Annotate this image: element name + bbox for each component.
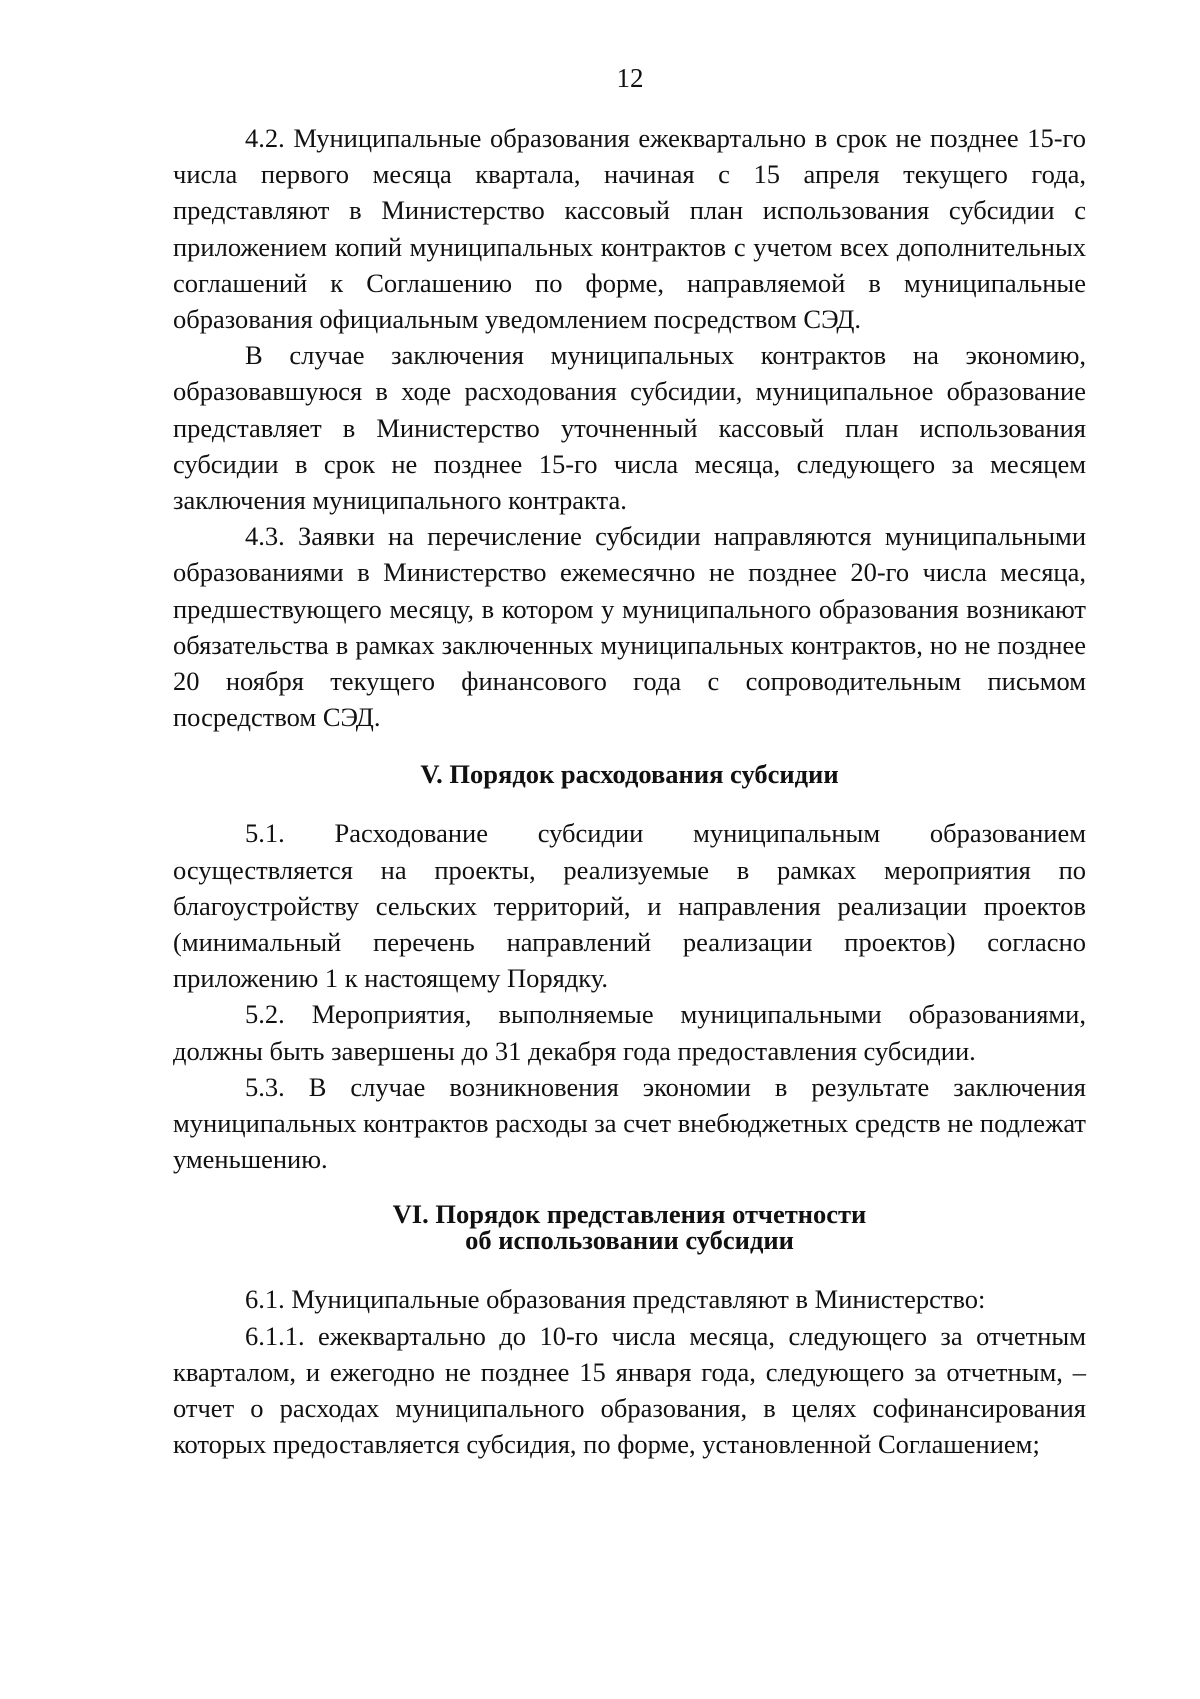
paragraph-6-1: 6.1. Муниципальные образования представляют в Министерство:	[245, 1284, 986, 1315]
section-vi-heading-line-2: об использовании субсидии	[465, 1225, 794, 1256]
paragraph-5-2: 5.2. Мероприятия, выполняемые муниципальными образованиями, должны быть завершены до 31 декабря года предоставления субсидии.	[173, 999, 1086, 1066]
paragraph-5-3: 5.3. В случае возникновения экономии в результате заключения муниципальных контрактов расходы за счет внебюджетных средств не подлежат уменьшению.	[173, 1071, 1086, 1175]
section-vi-heading	[173, 1199, 1086, 1256]
page-number: 12	[616, 63, 644, 93]
paragraph-6-1-1: 6.1.1. ежеквартально до 10-го числа месяца, следующего за отчетным кварталом, и ежегодно не позднее 15 января года, следующего за отчетным, – отчет о расходах муниципального образования, в целях софинансирования которых предоставляется субсидия, по форме, установленной Соглашением;	[173, 1320, 1086, 1460]
paragraph-4-2: 4.2. Муниципальные образования ежеквартально в срок не позднее 15-го числа первого месяца квартала, начиная с 15 апреля текущего года, представляют в Министерство кассовый план использования субсидии с приложением копий муниципальных контрактов с учетом всех дополнительных соглашений к Соглашению по форме, направляемой в муниципальные образования официальным уведомлением посредством СЭД.	[173, 123, 1086, 335]
section-v-heading: V. Порядок расходования субсидии	[420, 759, 839, 790]
document-body	[173, 120, 1086, 1463]
paragraph-4-3: 4.3. Заявки на перечисление субсидии направляются муниципальными образованиями в Министерство ежемесячно не позднее 20-го числа месяца, предшествующего месяцу, в котором у муниципального образования возникают обязательства в рамках заключенных муниципальных контрактов, но не позднее 20 ноября текущего финансового года с сопроводительным письмом посредством СЭД.	[173, 521, 1086, 733]
section-vi-heading-line-1: VI. Порядок представления отчетности	[392, 1199, 867, 1230]
paragraph-5-1: 5.1. Расходование субсидии муниципальным образованием осуществляется на проекты, реализуемые в рамках мероприятия по благоустройству сельских территорий, и направления реализации проектов (минимальный перечень направлений реализации проектов) согласно приложению 1 к настоящему Порядку.	[173, 818, 1086, 994]
paragraph-economy-case: В случае заключения муниципальных контрактов на экономию, образовавшуюся в ходе расходования субсидии, муниципальное образование представляет в Министерство уточненный кассовый план использования субсидии в срок не позднее 15-го числа месяца, следующего за месяцем заключения муниципального контракта.	[173, 340, 1086, 516]
